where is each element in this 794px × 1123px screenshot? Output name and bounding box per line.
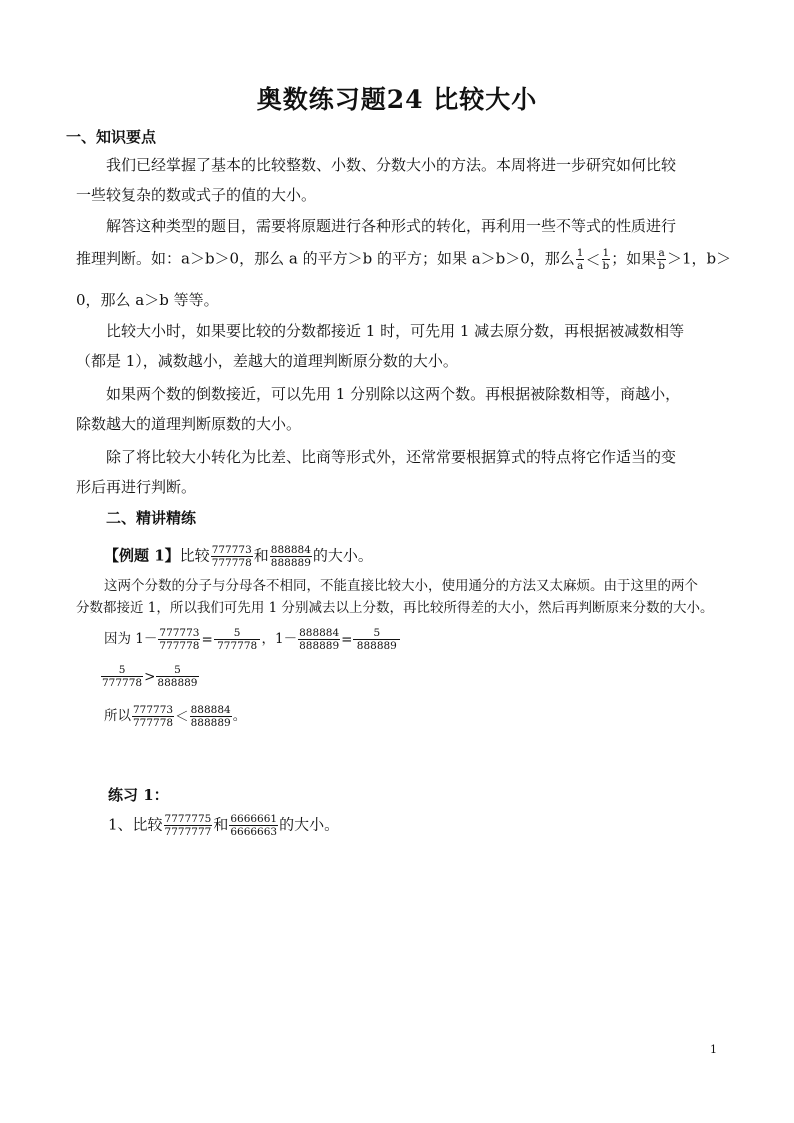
paragraph-3-line-1: 比较大小时，如果要比较的分数都接近 1 时，可先用 1 减去原分数，再根据被减数相等 <box>106 322 685 340</box>
page-number: 1 <box>710 1043 717 1056</box>
less-than-sign-2: ＜ <box>175 708 189 725</box>
fraction-5-888889-c: $\frac{5}{888889}$ <box>157 664 198 689</box>
paragraph-2-text-b: ；如果 <box>611 249 657 268</box>
practice-question-1 <box>108 813 339 838</box>
equals-sign: = <box>201 631 213 648</box>
paragraph-2-line-3: 0，那么 a＞b 等等。 <box>76 291 219 309</box>
difference-compare-line <box>100 664 200 689</box>
comma-one-minus: ，1－ <box>261 631 298 647</box>
period: 。 <box>232 708 247 724</box>
so-text: 所以 <box>104 708 131 724</box>
fraction-6666661-6666663: $\frac{6666661}{6666663}$ <box>230 813 278 838</box>
fraction-7777775-7777777: $\frac{7777775}{7777777}$ <box>164 813 212 838</box>
fraction-one-over-a: $\frac{1}{a}$ <box>576 247 584 272</box>
paragraph-5-line-2: 形后再进行判断。 <box>76 478 197 496</box>
paragraph-2-line-2 <box>76 247 731 272</box>
practice-q1-text-a: 1、比较 <box>108 815 163 834</box>
fraction-888884-888889: $\frac{888884}{888889}$ <box>270 544 311 569</box>
practice-and: 和 <box>213 815 229 834</box>
paragraph-1-line-2: 一些较复杂的数或式子的值的大小。 <box>76 186 317 204</box>
fraction-one-over-b: $\frac{1}{b}$ <box>602 247 610 272</box>
because-line <box>104 627 401 652</box>
fraction-5-777778-c: $\frac{5}{777778}$ <box>102 664 143 689</box>
page-title: 奥数练习题24 比较大小 <box>256 85 538 114</box>
paragraph-4-line-2: 除数越大的道理判断原数的大小。 <box>76 415 302 433</box>
paragraph-3-line-2: （都是 1），减数越小，差越大的道理判断原分数的大小。 <box>76 352 458 370</box>
fraction-888884-888889-b: $\frac{888884}{888889}$ <box>299 627 340 652</box>
fraction-777773-777778-d: $\frac{777773}{777778}$ <box>133 704 174 729</box>
paragraph-1-line-1: 我们已经掌握了基本的比较整数、小数、分数大小的方法。本周将进一步研究如何比较 <box>106 156 677 174</box>
explanation-line-1: 这两个分数的分子与分母各不相同，不能直接比较大小，使用通分的方法又太麻烦。由于这里的两个 <box>104 578 698 594</box>
equals-sign-2: = <box>341 631 353 648</box>
example-text-b: 的大小。 <box>312 546 373 565</box>
example-label: 【例题 1】 <box>104 546 180 565</box>
section-heading-practice: 二、精讲精练 <box>106 509 197 527</box>
paragraph-4-line-1: 如果两个数的倒数接近，可以先用 1 分别除以这两个数。再根据被除数相等，商越小， <box>106 385 681 403</box>
example-and: 和 <box>253 546 269 565</box>
section-heading-knowledge: 一、知识要点 <box>66 128 157 146</box>
conclusion-line <box>104 704 246 729</box>
example-text-a: 比较 <box>179 546 210 565</box>
greater-than-sign: > <box>144 668 156 685</box>
fraction-a-over-b: $\frac{a}{b}$ <box>658 247 665 272</box>
paragraph-2-text-c: ＞1，b＞ <box>666 249 732 268</box>
paragraph-2-text-a: 推理判断。如：a＞b＞0，那么 a 的平方＞b 的平方；如果 a＞b＞0，那么 <box>76 249 575 268</box>
fraction-777773-777778: $\frac{777773}{777778}$ <box>211 544 252 569</box>
practice-q1-text-b: 的大小。 <box>279 815 340 834</box>
fraction-888884-888889-d: $\frac{888884}{888889}$ <box>190 704 231 729</box>
fraction-5-888889: $\frac{5}{888889}$ <box>353 627 400 652</box>
explanation-line-2: 分数都接近 1，所以我们可先用 1 分别减去以上分数，再比较所得差的大小，然后再判断原来分数的大小。 <box>76 600 714 616</box>
paragraph-5-line-1: 除了将比较大小转化为比差、比商等形式外，还常常要根据算式的特点将它作适当的变 <box>106 448 677 466</box>
practice-heading: 练习 1： <box>108 786 169 804</box>
less-than-sign: ＜ <box>585 250 601 269</box>
fraction-5-777778: $\frac{5}{777778}$ <box>214 627 261 652</box>
because-text: 因为 1－ <box>104 631 158 647</box>
example-1-line <box>104 544 373 569</box>
paragraph-2-line-1: 解答这种类型的题目，需要将原题进行各种形式的转化，再利用一些不等式的性质进行 <box>106 217 677 235</box>
fraction-777773-777778-b: $\frac{777773}{777778}$ <box>159 627 200 652</box>
